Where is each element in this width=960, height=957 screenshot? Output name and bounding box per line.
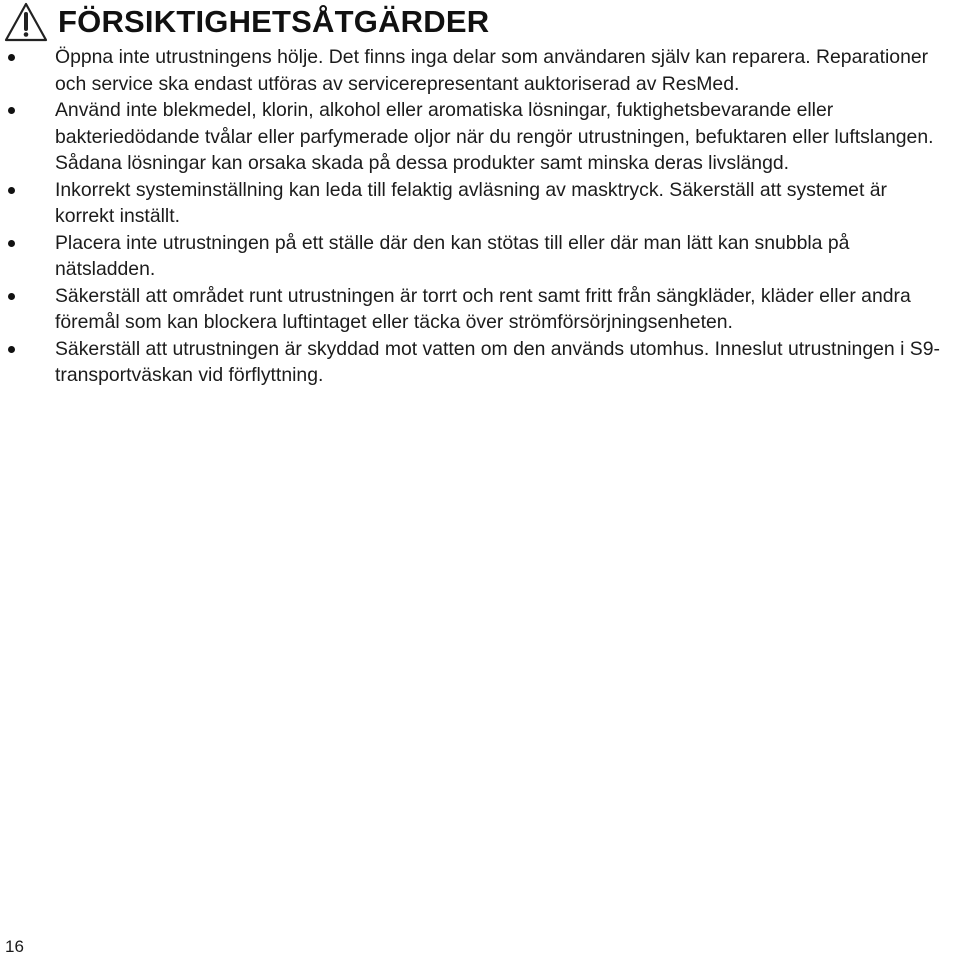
list-item xyxy=(0,97,960,177)
list-item-text: Öppna inte utrustningens hölje. Det finns inga delar som användaren själv kan reparera. Reparationer och service ska endast utföras av servicerepresentant auktoriserad av ResMed. xyxy=(55,46,929,95)
list-item-text: Placera inte utrustningen på ett ställe där den kan stötas till eller där man lätt kan snubbla på nätsladden. xyxy=(55,231,850,280)
list-item xyxy=(0,230,960,283)
bullet-icon xyxy=(8,293,15,300)
page-title: FÖRSIKTIGHETSÅTGÄRDER xyxy=(58,4,490,39)
list-item-text: Säkerställ att utrustningen är skyddad mot vatten om den används utomhus. Inneslut utrustningen i S9-transportväskan vid förflyttning. xyxy=(55,337,940,386)
section-heading xyxy=(4,2,489,42)
precautions-list xyxy=(0,44,960,389)
warning-triangle-icon xyxy=(4,2,48,42)
page-number: 16 xyxy=(5,937,24,956)
list-item-text: Säkerställ att området runt utrustningen är torrt och rent samt fritt från sängkläder, kläder eller andra föremål som kan blockera luftintaget eller täcka över strömförsörjningsenheten. xyxy=(55,284,911,333)
list-item-text: Använd inte blekmedel, klorin, alkohol eller aromatiska lösningar, fuktighetsbevarande eller bakteriedödande tvålar eller parfymerade oljor när du rengör utrustningen, befuktaren eller luftslangen. Sådana lösningar kan orsaka skada på dessa produkter samt minska deras livslängd. xyxy=(55,99,934,174)
bullet-icon xyxy=(8,187,15,194)
list-item-text: Inkorrekt systeminställning kan leda till felaktig avläsning av masktryck. Säkerställ att systemet är korrekt inställt. xyxy=(55,178,887,227)
bullet-icon xyxy=(8,54,15,61)
bullet-icon xyxy=(8,240,15,247)
list-item xyxy=(0,336,960,389)
bullet-icon xyxy=(8,346,15,353)
list-item xyxy=(0,177,960,230)
bullet-icon xyxy=(8,107,15,114)
list-item xyxy=(0,283,960,336)
list-item xyxy=(0,44,960,97)
